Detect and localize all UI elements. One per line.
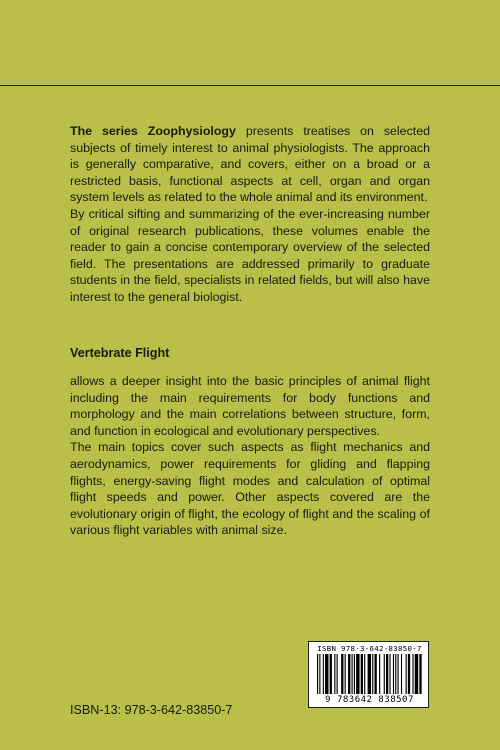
book-paragraph-1: allows a deeper insight into the basic principles of animal flight including the main requirements for body functions and morphology and the main correlations between structure, form, and function in ecological and evolutionary perspectives. bbox=[70, 374, 430, 438]
series-description bbox=[70, 123, 430, 306]
barcode bbox=[308, 641, 429, 708]
barcode-digits: 9 783642 838507 bbox=[325, 695, 414, 705]
book-description bbox=[70, 373, 430, 539]
isbn-text: ISBN-13: 978-3-642-83850-7 bbox=[70, 703, 233, 717]
book-paragraph-2: The main topics cover such aspects as flight mechanics and aerodynamics, power requirements for gliding and flapping flights, energy-saving flight modes and calculation of optimal flight speeds and power. Other aspects covered are the evolutionary origin of flight, the ecology of flight and the scaling of various flight variables with animal size. bbox=[70, 440, 430, 538]
series-paragraph-1 bbox=[70, 123, 430, 206]
series-paragraph-2: By critical sifting and summarizing of the ever-increasing number of original research publications, these volumes enable the reader to gain a concise contemporary overview of the selected field. The presentations are addressed primarily to graduate students in the field, specialists in related fields, but will also have interest to the general biologist. bbox=[70, 206, 430, 304]
series-paragraph-1-text: presents treatises on selected subjects of timely interest to animal physiologists. The approach is generally comparative, and covers, either on a broad or a restricted basis, functional aspects at cell, organ and organ system levels as related to the whole animal and its environment. bbox=[70, 124, 430, 205]
book-title: Vertebrate Flight bbox=[70, 346, 170, 360]
barcode-isbn-line: ISBN 978-3-642-83850-7 bbox=[317, 644, 422, 653]
top-rule bbox=[0, 85, 500, 86]
barcode-bars bbox=[317, 654, 422, 694]
series-title: The series Zoophysiology bbox=[70, 124, 236, 138]
